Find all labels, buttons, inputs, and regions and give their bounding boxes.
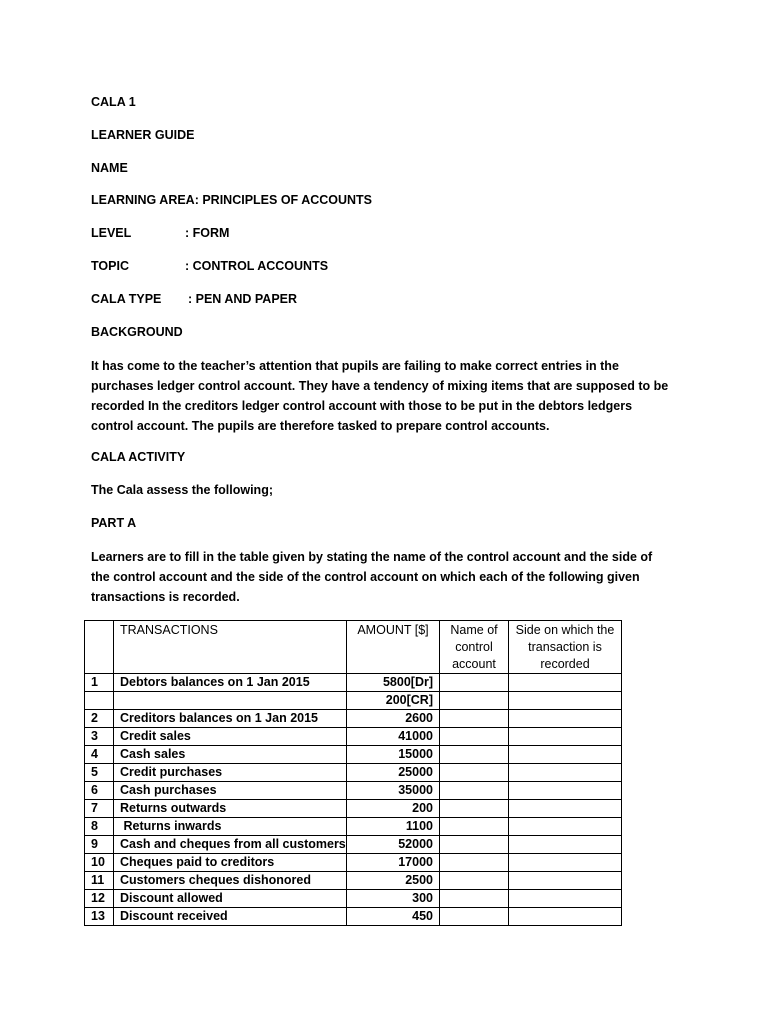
row-transaction: Cash and cheques from all customers (114, 836, 347, 854)
row-amount: 300 (347, 890, 440, 908)
transactions-table (84, 620, 622, 926)
row-amount: 17000 (347, 854, 440, 872)
row-side-cell[interactable] (509, 674, 622, 692)
part-a-heading: PART A (91, 516, 137, 530)
table-row (85, 854, 622, 872)
row-side-cell[interactable] (509, 692, 622, 710)
level-row (91, 226, 229, 240)
row-side-cell[interactable] (509, 872, 622, 890)
row-amount: 2500 (347, 872, 440, 890)
topic-label: TOPIC (91, 259, 129, 273)
row-transaction: Debtors balances on 1 Jan 2015 (114, 674, 347, 692)
row-transaction: Discount allowed (114, 890, 347, 908)
cala-type-label: CALA TYPE (91, 292, 162, 306)
learning-area: LEARNING AREA: PRINCIPLES OF ACCOUNTS (91, 193, 373, 207)
table-row (85, 908, 622, 926)
topic-row (91, 259, 328, 273)
row-transaction: Returns outwards (114, 800, 347, 818)
row-account-name-cell[interactable] (440, 710, 509, 728)
row-amount: 1100 (347, 818, 440, 836)
row-account-name-cell[interactable] (440, 836, 509, 854)
row-number: 6 (85, 782, 114, 800)
row-account-name-cell[interactable] (440, 872, 509, 890)
row-side-cell[interactable] (509, 890, 622, 908)
part-a-instructions: Learners are to fill in the table given by stating the name of the control account and the side of the control account and the side of the control account on which each of the following given transactions is recorded. (91, 550, 653, 604)
row-amount: 41000 (347, 728, 440, 746)
level-value: : FORM (185, 226, 230, 240)
name-field-label: NAME (91, 161, 128, 175)
table-row (85, 782, 622, 800)
row-number: 1 (85, 674, 114, 692)
table-row (85, 800, 622, 818)
row-account-name-cell[interactable] (440, 764, 509, 782)
row-side-cell[interactable] (509, 800, 622, 818)
row-amount: 52000 (347, 836, 440, 854)
row-number: 2 (85, 710, 114, 728)
row-number: 5 (85, 764, 114, 782)
background-text: It has come to the teacher’s attention that pupils are failing to make correct entries in the purchases ledger control account. They have a tendency of mixing items that are supposed to be recorded In the creditors ledger control account with those to be put in the debtors ledgers control account. The pupils are therefore tasked to prepare control accounts. (91, 359, 669, 433)
row-side-cell[interactable] (509, 746, 622, 764)
row-side-cell[interactable] (509, 836, 622, 854)
table-row (85, 818, 622, 836)
guide-title: LEARNER GUIDE (91, 128, 195, 142)
row-transaction (114, 692, 347, 710)
header-number (85, 621, 114, 674)
row-amount: 200 (347, 800, 440, 818)
table-row (85, 692, 622, 710)
row-side-cell[interactable] (509, 782, 622, 800)
cala-type-value: : PEN AND PAPER (188, 292, 298, 306)
row-side-cell[interactable] (509, 908, 622, 926)
row-account-name-cell[interactable] (440, 908, 509, 926)
row-transaction: Credit sales (114, 728, 347, 746)
row-side-cell[interactable] (509, 854, 622, 872)
table-row (85, 764, 622, 782)
row-account-name-cell[interactable] (440, 746, 509, 764)
row-account-name-cell[interactable] (440, 782, 509, 800)
row-side-cell[interactable] (509, 818, 622, 836)
row-number: 7 (85, 800, 114, 818)
row-account-name-cell[interactable] (440, 854, 509, 872)
row-account-name-cell[interactable] (440, 674, 509, 692)
row-number: 9 (85, 836, 114, 854)
activity-intro: The Cala assess the following; (91, 483, 273, 497)
cala-type-row (91, 292, 297, 306)
row-amount: 2600 (347, 710, 440, 728)
row-number (85, 692, 114, 710)
row-amount: 200[CR] (347, 692, 440, 710)
row-account-name-cell[interactable] (440, 800, 509, 818)
header-account-name: Name of control account (440, 621, 509, 674)
row-side-cell[interactable] (509, 764, 622, 782)
row-number: 8 (85, 818, 114, 836)
table-row (85, 674, 622, 692)
background-heading: BACKGROUND (91, 325, 183, 339)
table-body (85, 674, 622, 926)
header-transactions: TRANSACTIONS (114, 621, 347, 674)
row-amount: 25000 (347, 764, 440, 782)
header-side: Side on which the transaction is recorded (509, 621, 622, 674)
row-account-name-cell[interactable] (440, 818, 509, 836)
row-transaction: Credit purchases (114, 764, 347, 782)
level-label: LEVEL (91, 226, 132, 240)
row-side-cell[interactable] (509, 710, 622, 728)
activity-heading: CALA ACTIVITY (91, 450, 186, 464)
table-row (85, 728, 622, 746)
table-row (85, 710, 622, 728)
row-transaction: Creditors balances on 1 Jan 2015 (114, 710, 347, 728)
row-transaction: Cash purchases (114, 782, 347, 800)
row-transaction: Cheques paid to creditors (114, 854, 347, 872)
row-amount: 450 (347, 908, 440, 926)
table-header-row (85, 621, 622, 674)
row-number: 10 (85, 854, 114, 872)
row-transaction: Returns inwards (114, 818, 347, 836)
row-number: 12 (85, 890, 114, 908)
row-transaction: Discount received (114, 908, 347, 926)
table-row (85, 890, 622, 908)
row-number: 3 (85, 728, 114, 746)
row-account-name-cell[interactable] (440, 692, 509, 710)
row-account-name-cell[interactable] (440, 728, 509, 746)
row-side-cell[interactable] (509, 728, 622, 746)
header-amount: AMOUNT [$] (347, 621, 440, 674)
row-number: 4 (85, 746, 114, 764)
row-account-name-cell[interactable] (440, 890, 509, 908)
row-amount: 15000 (347, 746, 440, 764)
table-row (85, 872, 622, 890)
row-number: 11 (85, 872, 114, 890)
row-amount: 5800[Dr] (347, 674, 440, 692)
row-number: 13 (85, 908, 114, 926)
row-amount: 35000 (347, 782, 440, 800)
topic-value: : CONTROL ACCOUNTS (185, 259, 329, 273)
cala-title: CALA 1 (91, 95, 136, 109)
row-transaction: Customers cheques dishonored (114, 872, 347, 890)
row-transaction: Cash sales (114, 746, 347, 764)
table-row (85, 836, 622, 854)
table-row (85, 746, 622, 764)
